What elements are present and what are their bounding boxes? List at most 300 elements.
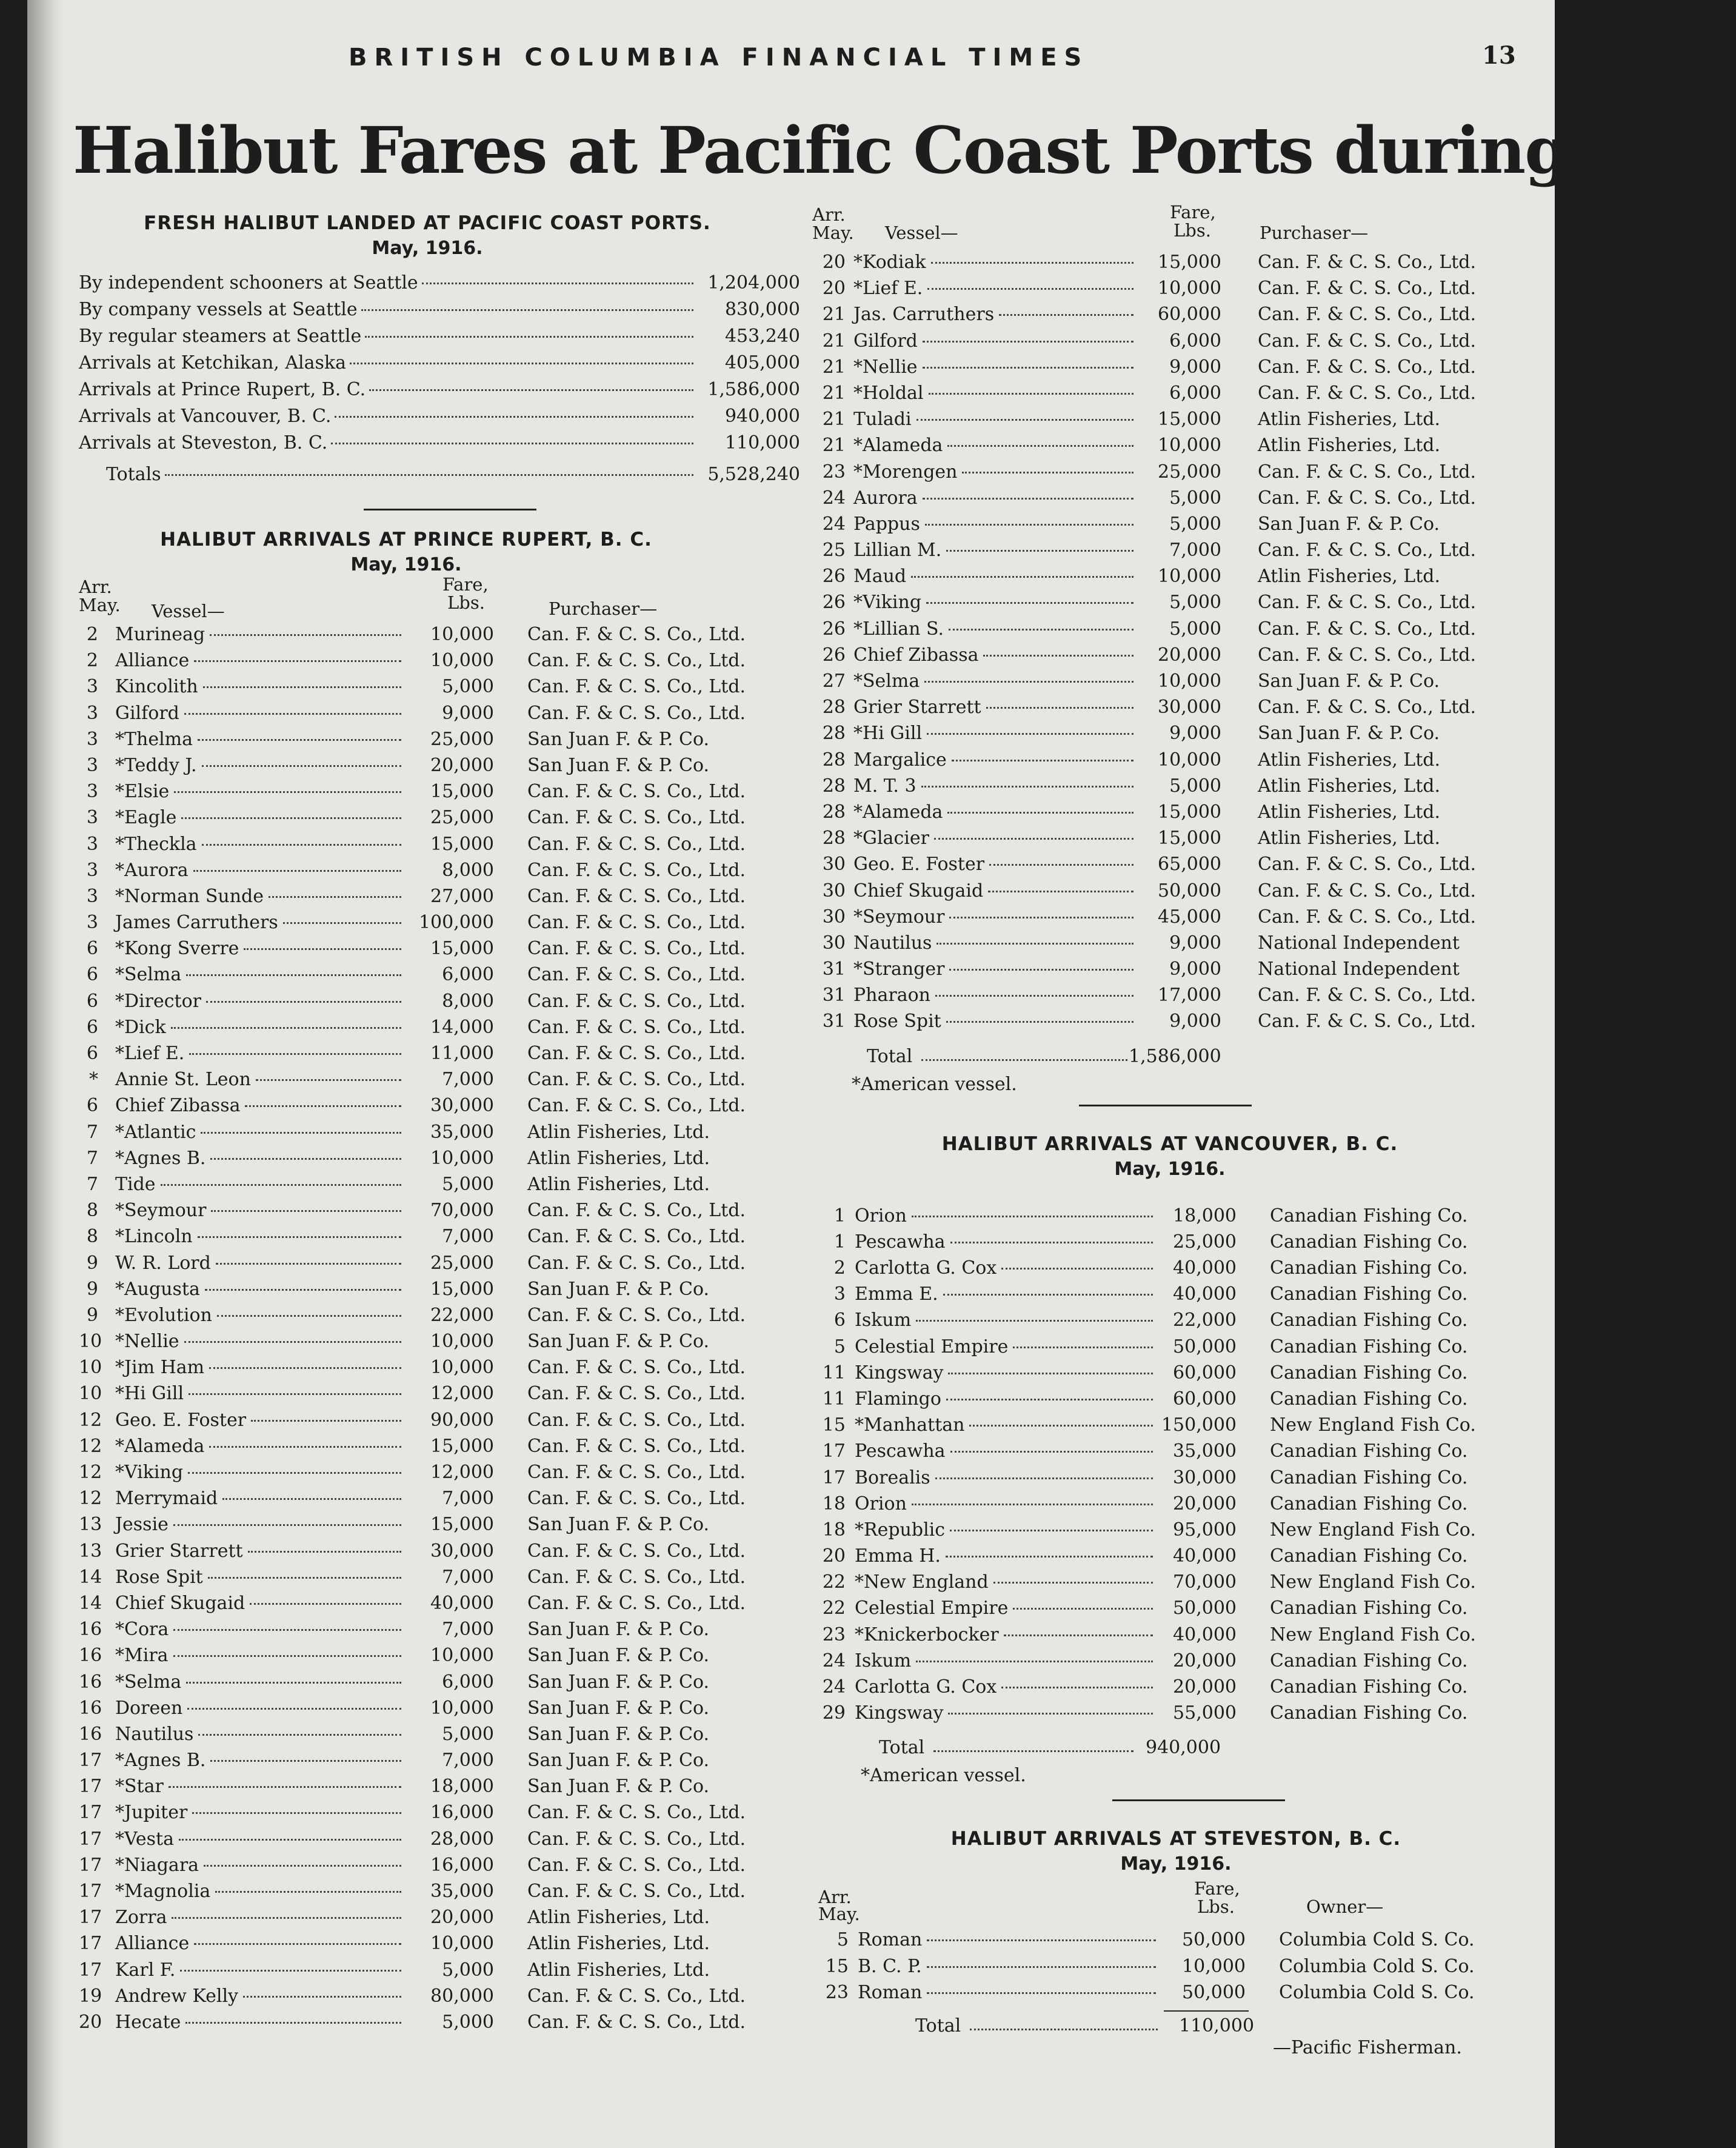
vessel-cell: [115, 1907, 406, 1928]
arrival-day: 20: [822, 278, 846, 299]
vessel-cell: [853, 880, 1138, 902]
purchaser: Can. F. & C. S. Co., Ltd.: [527, 1592, 746, 1614]
vessel-name: Merrymaid: [115, 1488, 218, 1510]
table-row: [79, 1148, 806, 1174]
purchaser: Can. F. & C. S. Co., Ltd.: [1258, 985, 1477, 1006]
purchaser: Canadian Fishing Co.: [1270, 1676, 1468, 1698]
leader-dots: [943, 1294, 1153, 1296]
vessel-cell: [853, 514, 1138, 535]
arrival-day: 16: [79, 1723, 102, 1745]
leader-dots: [171, 1027, 401, 1029]
table-row: [812, 304, 1540, 330]
arrival-day: 3: [86, 754, 98, 776]
leader-dots: [184, 713, 401, 715]
vessel-name: Grier Starrett: [115, 1540, 243, 1562]
vessel-name: Roman: [858, 1981, 923, 2003]
vessel-name: *Theckla: [115, 833, 197, 855]
arrival-day: 14: [79, 1592, 102, 1614]
leader-dots: [211, 1210, 401, 1212]
leader-dots: [173, 1524, 401, 1526]
arrival-day: 17: [79, 1776, 102, 1798]
header-purchaser: Purchaser—: [549, 598, 658, 619]
right-column: [812, 203, 1540, 2043]
purchaser: San Juan F. & P. Co.: [527, 1776, 710, 1798]
table-row: [79, 1122, 806, 1148]
arrival-day: 30: [822, 854, 846, 875]
table-row: [812, 252, 1540, 278]
vessel-cell: [115, 860, 406, 881]
article-title: Halibut Fares at Pacific Coast Ports during May: [73, 112, 1736, 188]
leader-dots: [244, 948, 401, 950]
arrival-day: 11: [822, 1362, 846, 1383]
table-row: [812, 487, 1540, 514]
vessel-name: *Seymour: [853, 906, 945, 928]
fare-lbs: 15,000: [430, 781, 494, 803]
fare-lbs: 9,000: [1169, 1011, 1221, 1032]
vessel-name: *Atlantic: [115, 1121, 196, 1143]
arrival-day: 8: [86, 1200, 98, 1222]
leader-dots: [188, 1472, 401, 1474]
vessel-cell: [855, 1545, 1158, 1567]
arrival-day: 11: [822, 1388, 846, 1410]
vessel-name: *Cora: [115, 1619, 169, 1641]
leader-dots: [174, 791, 401, 793]
table-row: [79, 1200, 806, 1226]
fare-lbs: 20,000: [430, 754, 494, 776]
arrival-day: 28: [822, 723, 846, 744]
fare-lbs: 7,000: [442, 1619, 494, 1641]
vessel-cell: [115, 1645, 406, 1666]
table-row: [812, 1929, 1540, 1955]
table-row: [812, 1702, 1540, 1728]
vessel-name: *Thelma: [115, 728, 193, 750]
fare-lbs: 15,000: [430, 938, 494, 960]
purchaser: Can. F. & C. S. Co., Ltd.: [1258, 278, 1477, 299]
vessel-name: *Manhattan: [855, 1414, 965, 1436]
arrival-day: 3: [86, 728, 98, 750]
fare-lbs: 10,000: [1158, 671, 1221, 692]
arrival-day: 14: [79, 1566, 102, 1588]
vessel-cell: [115, 1671, 406, 1693]
arrival-day: 28: [822, 828, 846, 849]
table-row: [79, 1541, 806, 1567]
vessel-cell: [115, 1279, 406, 1300]
arrival-day: 6: [86, 1043, 98, 1064]
vessel-name: *Star: [115, 1776, 164, 1798]
header-may: May.: [812, 222, 854, 243]
table-row: [812, 1982, 1540, 2008]
purchaser: Can. F. & C. S. Co., Ltd.: [527, 1462, 746, 1483]
vessel-name: Jessie: [115, 1514, 169, 1536]
purchaser: Can. F. & C. S. Co., Ltd.: [1258, 880, 1477, 902]
fare-lbs: 16,000: [430, 1802, 494, 1824]
purchaser: San Juan F. & P. Co.: [527, 1645, 710, 1667]
vancouver-total-amount: 940,000: [1146, 1737, 1221, 1759]
header-fare: Fare,: [1170, 202, 1216, 222]
vancouver-total-label: Total: [879, 1737, 925, 1759]
vessel-cell: [115, 676, 406, 697]
purchaser: Atlin Fisheries, Ltd.: [527, 1121, 710, 1143]
fare-lbs: 40,000: [1173, 1257, 1237, 1279]
vessel-cell: [855, 1205, 1158, 1226]
summary-date: May, 1916.: [372, 238, 483, 259]
purchaser: Can. F. & C. S. Co., Ltd.: [527, 1357, 746, 1379]
arrival-day: 10: [79, 1383, 102, 1405]
purchaser: Can. F. & C. S. Co., Ltd.: [527, 702, 746, 724]
table-row: [79, 1881, 806, 1907]
vessel-cell: [115, 1331, 406, 1352]
arrival-day: 17: [79, 1907, 102, 1929]
summary-label: By regular steamers at Seattle: [79, 326, 362, 347]
fare-lbs: 9,000: [442, 702, 494, 724]
vessel-name: *Agnes B.: [115, 1147, 206, 1169]
vessel-cell: [853, 252, 1138, 273]
vessel-cell: [855, 1388, 1158, 1410]
arrival-day: 28: [822, 775, 846, 797]
table-row: [79, 912, 806, 938]
arrival-day: 30: [822, 906, 846, 928]
vessel-name: Chief Skugaid: [853, 880, 984, 902]
arrival-day: 26: [822, 644, 846, 666]
leader-dots: [947, 445, 1133, 447]
vessel-name: Jas. Carruthers: [853, 304, 995, 326]
vessel-name: Pharaon: [853, 985, 931, 1006]
leader-dots: [198, 739, 401, 741]
table-row: [812, 1310, 1540, 1336]
vessel-cell: [855, 1598, 1158, 1619]
leader-dots: [947, 812, 1133, 814]
table-row: [812, 671, 1540, 697]
leader-dots: [179, 1839, 401, 1841]
vessel-cell: [115, 1698, 406, 1719]
fare-lbs: 6,000: [1169, 330, 1221, 352]
summary-amount: 1,204,000: [707, 272, 800, 293]
purchaser: Can. F. & C. S. Co., Ltd.: [527, 676, 746, 698]
table-row: [79, 1671, 806, 1698]
arrival-day: 15: [822, 1414, 846, 1436]
purchaser: Atlin Fisheries, Ltd.: [1258, 828, 1440, 849]
header-vessel: Vessel—: [885, 222, 958, 243]
table-row: [79, 1226, 806, 1252]
vessel-name: M. T. 3: [853, 775, 916, 797]
vessel-cell: [858, 1929, 1161, 1950]
vessel-name: *Selma: [853, 671, 920, 692]
arrival-day: 21: [822, 409, 846, 430]
vessel-cell: [115, 1383, 406, 1404]
purchaser: San Juan F. & P. Co.: [527, 1723, 710, 1745]
purchaser: Can. F. & C. S. Co., Ltd.: [527, 1566, 746, 1588]
vessel-name: Celestial Empire: [855, 1336, 1009, 1357]
vessel-cell: [115, 624, 406, 645]
fare-lbs: 22,000: [1173, 1310, 1237, 1331]
leader-dots: [993, 1582, 1153, 1584]
purchaser: Can. F. & C. S. Co., Ltd.: [527, 1226, 746, 1248]
arrival-day: 24: [822, 1650, 846, 1671]
fare-lbs: 60,000: [1158, 304, 1221, 326]
leader-dots: [949, 629, 1133, 631]
vessel-name: Borealis: [855, 1467, 930, 1488]
table-row: [79, 1069, 806, 1095]
purchaser: San Juan F. & P. Co.: [527, 754, 710, 776]
table-row: [79, 860, 806, 886]
arrival-day: 16: [79, 1645, 102, 1667]
purchaser: Can. F. & C. S. Co., Ltd.: [527, 1304, 746, 1326]
fare-lbs: 14,000: [430, 1016, 494, 1038]
vessel-name: *Director: [115, 990, 202, 1012]
vessel-name: Gilford: [853, 330, 918, 352]
vessel-name: *Alameda: [853, 801, 943, 823]
summary-amount: 453,240: [724, 326, 800, 347]
vessel-cell: [855, 1650, 1158, 1671]
fare-lbs: 6,000: [1169, 382, 1221, 404]
fare-lbs: 5,000: [1169, 592, 1221, 614]
arrival-day: 21: [822, 356, 846, 378]
fare-lbs: 18,000: [430, 1776, 494, 1798]
leader-dots: [935, 995, 1133, 997]
vessel-name: Flamingo: [855, 1388, 941, 1410]
purchaser: Canadian Fishing Co.: [1270, 1702, 1468, 1724]
arrival-day: 13: [79, 1514, 102, 1536]
fare-lbs: 27,000: [430, 885, 494, 907]
leader-dots: [921, 1046, 1127, 1061]
vessel-cell: [115, 781, 406, 802]
table-row: [812, 566, 1540, 592]
fare-lbs: 20,000: [430, 1907, 494, 1929]
vessel-cell: [115, 964, 406, 985]
table-row: [812, 1493, 1540, 1519]
leader-dots: [1004, 1634, 1153, 1636]
vessel-name: *Kong Sverre: [115, 938, 239, 960]
vessel-name: Murineag: [115, 624, 205, 645]
header-may: May.: [79, 595, 121, 615]
purchaser: San Juan F. & P. Co.: [527, 1331, 710, 1353]
arrival-day: 2: [86, 650, 98, 672]
arrival-day: 3: [833, 1283, 846, 1305]
vessel-cell: [853, 801, 1138, 823]
leader-dots: [931, 262, 1133, 264]
fare-lbs: 25,000: [1173, 1231, 1237, 1253]
table-row: [812, 801, 1540, 828]
leader-dots: [948, 1373, 1153, 1374]
arrival-day: 12: [79, 1409, 102, 1431]
vessel-name: *Elsie: [115, 781, 170, 803]
arrival-day: 17: [79, 1802, 102, 1824]
table-row: [812, 854, 1540, 880]
table-row: [812, 1598, 1540, 1624]
fare-lbs: 25,000: [1158, 461, 1221, 483]
vessel-name: Gilford: [115, 702, 179, 724]
fare-lbs: 7,000: [442, 1750, 494, 1772]
summary-amount: 940,000: [724, 406, 800, 427]
fare-lbs: 7,000: [1169, 540, 1221, 561]
table-row: [79, 2012, 806, 2038]
vessel-name: *Seymour: [115, 1200, 207, 1222]
vessel-name: *Glacier: [853, 828, 929, 849]
fare-lbs: 6,000: [442, 1671, 494, 1693]
arrival-day: 17: [822, 1440, 846, 1462]
vessel-cell: [855, 1571, 1158, 1593]
fare-lbs: 50,000: [1158, 880, 1221, 902]
vessel-cell: [115, 1855, 406, 1876]
purchaser: Can. F. & C. S. Co., Ltd.: [527, 1854, 746, 1876]
vessel-name: Celestial Empire: [855, 1598, 1009, 1619]
purchaser: Canadian Fishing Co.: [1270, 1310, 1468, 1331]
arrival-day: 1: [833, 1205, 846, 1226]
arrival-day: 21: [822, 382, 846, 404]
arrival-day: 9: [86, 1252, 98, 1274]
purchaser: Can. F. & C. S. Co., Ltd.: [527, 650, 746, 672]
table-row: [79, 1462, 806, 1488]
vessel-cell: [115, 1095, 406, 1116]
fare-lbs: 5,000: [442, 1723, 494, 1745]
vessel-cell: [853, 330, 1138, 352]
vessel-cell: [115, 1017, 406, 1038]
vessel-cell: [855, 1283, 1158, 1305]
arrival-day: 31: [822, 1011, 846, 1032]
table-row: [79, 1095, 806, 1121]
purchaser: Can. F. & C. S. Co., Ltd.: [1258, 461, 1477, 483]
summary-label: By independent schooners at Seattle: [79, 272, 418, 293]
arrival-day: 3: [86, 807, 98, 829]
vessel-cell: [115, 1043, 406, 1064]
arrival-day: 16: [79, 1619, 102, 1641]
purchaser: Can. F. & C. S. Co., Ltd.: [527, 1540, 746, 1562]
vessel-name: *Morengen: [853, 461, 958, 483]
leader-dots: [189, 1053, 401, 1055]
leader-dots: [912, 1504, 1153, 1505]
leader-dots: [946, 1556, 1153, 1557]
fare-lbs: 10,000: [1158, 435, 1221, 457]
arrival-day: 21: [822, 304, 846, 326]
fare-lbs: 60,000: [1173, 1362, 1237, 1383]
header-arr: Arr.: [79, 577, 112, 597]
summary-total-amount: 5,528,240: [707, 464, 800, 485]
arrival-day: 25: [822, 540, 846, 561]
vessel-cell: [115, 991, 406, 1012]
section-divider: [1112, 1799, 1285, 1801]
leader-dots: [173, 1655, 401, 1657]
vessel-name: *Teddy J.: [115, 754, 197, 776]
vessel-cell: [115, 1567, 406, 1588]
prince-rupert-header: [79, 575, 806, 624]
purchaser: Canadian Fishing Co.: [1270, 1545, 1468, 1567]
table-row: [812, 1388, 1540, 1414]
leader-dots: [251, 1420, 401, 1422]
table-row: [812, 278, 1540, 304]
arrival-day: 20: [822, 252, 846, 273]
fare-lbs: 11,000: [430, 1043, 494, 1064]
table-row: [79, 938, 806, 964]
prince-rupert-total-label: Total: [867, 1045, 913, 1067]
table-row: [812, 1624, 1540, 1650]
fare-lbs: 60,000: [1173, 1388, 1237, 1410]
prince-rupert-rows-part2: [812, 252, 1540, 1037]
arrival-day: 7: [86, 1173, 98, 1195]
vessel-name: Hecate: [115, 2011, 181, 2033]
vessel-name: *Lief E.: [853, 278, 923, 299]
table-row: [79, 1907, 806, 1933]
fare-lbs: 45,000: [1158, 906, 1221, 928]
arrival-day: 30: [822, 880, 846, 902]
leader-dots: [210, 634, 401, 636]
header-vessel: Vessel—: [152, 601, 225, 621]
fare-lbs: 5,000: [1169, 487, 1221, 509]
vessel-name: Tide: [115, 1173, 156, 1195]
arrival-day: 21: [822, 330, 846, 352]
vessel-name: *Lief E.: [115, 1043, 185, 1064]
vessel-cell: [115, 886, 406, 907]
purchaser: Columbia Cold S. Co.: [1279, 1929, 1475, 1951]
purchaser: San Juan F. & P. Co.: [527, 1697, 710, 1719]
leader-dots: [209, 1367, 401, 1369]
vessel-name: Margalice: [853, 749, 947, 771]
purchaser: Canadian Fishing Co.: [1270, 1493, 1468, 1514]
purchaser: Canadian Fishing Co.: [1270, 1283, 1468, 1305]
leader-dots: [924, 681, 1133, 683]
vessel-name: Roman: [858, 1929, 923, 1951]
leader-dots: [187, 1708, 401, 1710]
arrival-day: 26: [822, 618, 846, 640]
arrival-day: 12: [79, 1462, 102, 1483]
vessel-name: *Stranger: [853, 959, 945, 980]
purchaser: Can. F. & C. S. Co., Ltd.: [1258, 382, 1477, 404]
fare-lbs: 35,000: [430, 1881, 494, 1902]
source-attribution: —Pacific Fisherman.: [1273, 2037, 1462, 2058]
fare-lbs: 15,000: [1158, 801, 1221, 823]
leader-dots: [950, 1530, 1153, 1531]
vessel-name: *Nellie: [853, 356, 918, 378]
vessel-cell: [115, 1462, 406, 1483]
arrival-day: 3: [86, 702, 98, 724]
summary-amount: 1,586,000: [707, 379, 800, 400]
vessel-name: Pescawha: [855, 1231, 946, 1253]
vessel-name: Karl F.: [115, 1959, 176, 1981]
leader-dots: [934, 838, 1133, 840]
purchaser: New England Fish Co.: [1270, 1519, 1476, 1541]
arrival-day: 2: [86, 624, 98, 645]
header-arr: Arr.: [818, 1887, 852, 1908]
leader-dots: [204, 1865, 401, 1867]
vessel-name: *Viking: [853, 592, 922, 614]
arrival-day: 16: [79, 1697, 102, 1719]
vessel-name: W. R. Lord: [115, 1252, 211, 1274]
header-arr: Arr.: [812, 204, 846, 225]
vessel-name: *Evolution: [115, 1304, 212, 1326]
leader-dots: [269, 896, 401, 898]
table-row: [812, 1956, 1540, 1982]
table-row: [79, 1436, 806, 1462]
vessel-cell: [115, 1148, 406, 1169]
vessel-name: *Augusta: [115, 1278, 200, 1300]
table-row: [812, 1676, 1540, 1702]
leader-dots: [172, 1917, 401, 1919]
fare-lbs: 40,000: [430, 1592, 494, 1614]
purchaser: Atlin Fisheries, Ltd.: [527, 1933, 710, 1955]
purchaser: San Juan F. & P. Co.: [1258, 513, 1440, 535]
fare-lbs: 10,000: [1158, 278, 1221, 299]
fare-lbs: 28,000: [430, 1828, 494, 1850]
table-row: [79, 1043, 806, 1069]
purchaser: Can. F. & C. S. Co., Ltd.: [527, 1043, 746, 1064]
fare-lbs: 15,000: [430, 1278, 494, 1300]
leader-dots: [983, 655, 1133, 657]
fare-lbs: 5,000: [442, 1959, 494, 1981]
summary-row: [79, 406, 800, 432]
vessel-cell: [115, 1253, 406, 1274]
vessel-cell: [853, 932, 1138, 954]
vessel-name: Pescawha: [855, 1440, 946, 1462]
purchaser: Can. F. & C. S. Co., Ltd.: [527, 938, 746, 960]
